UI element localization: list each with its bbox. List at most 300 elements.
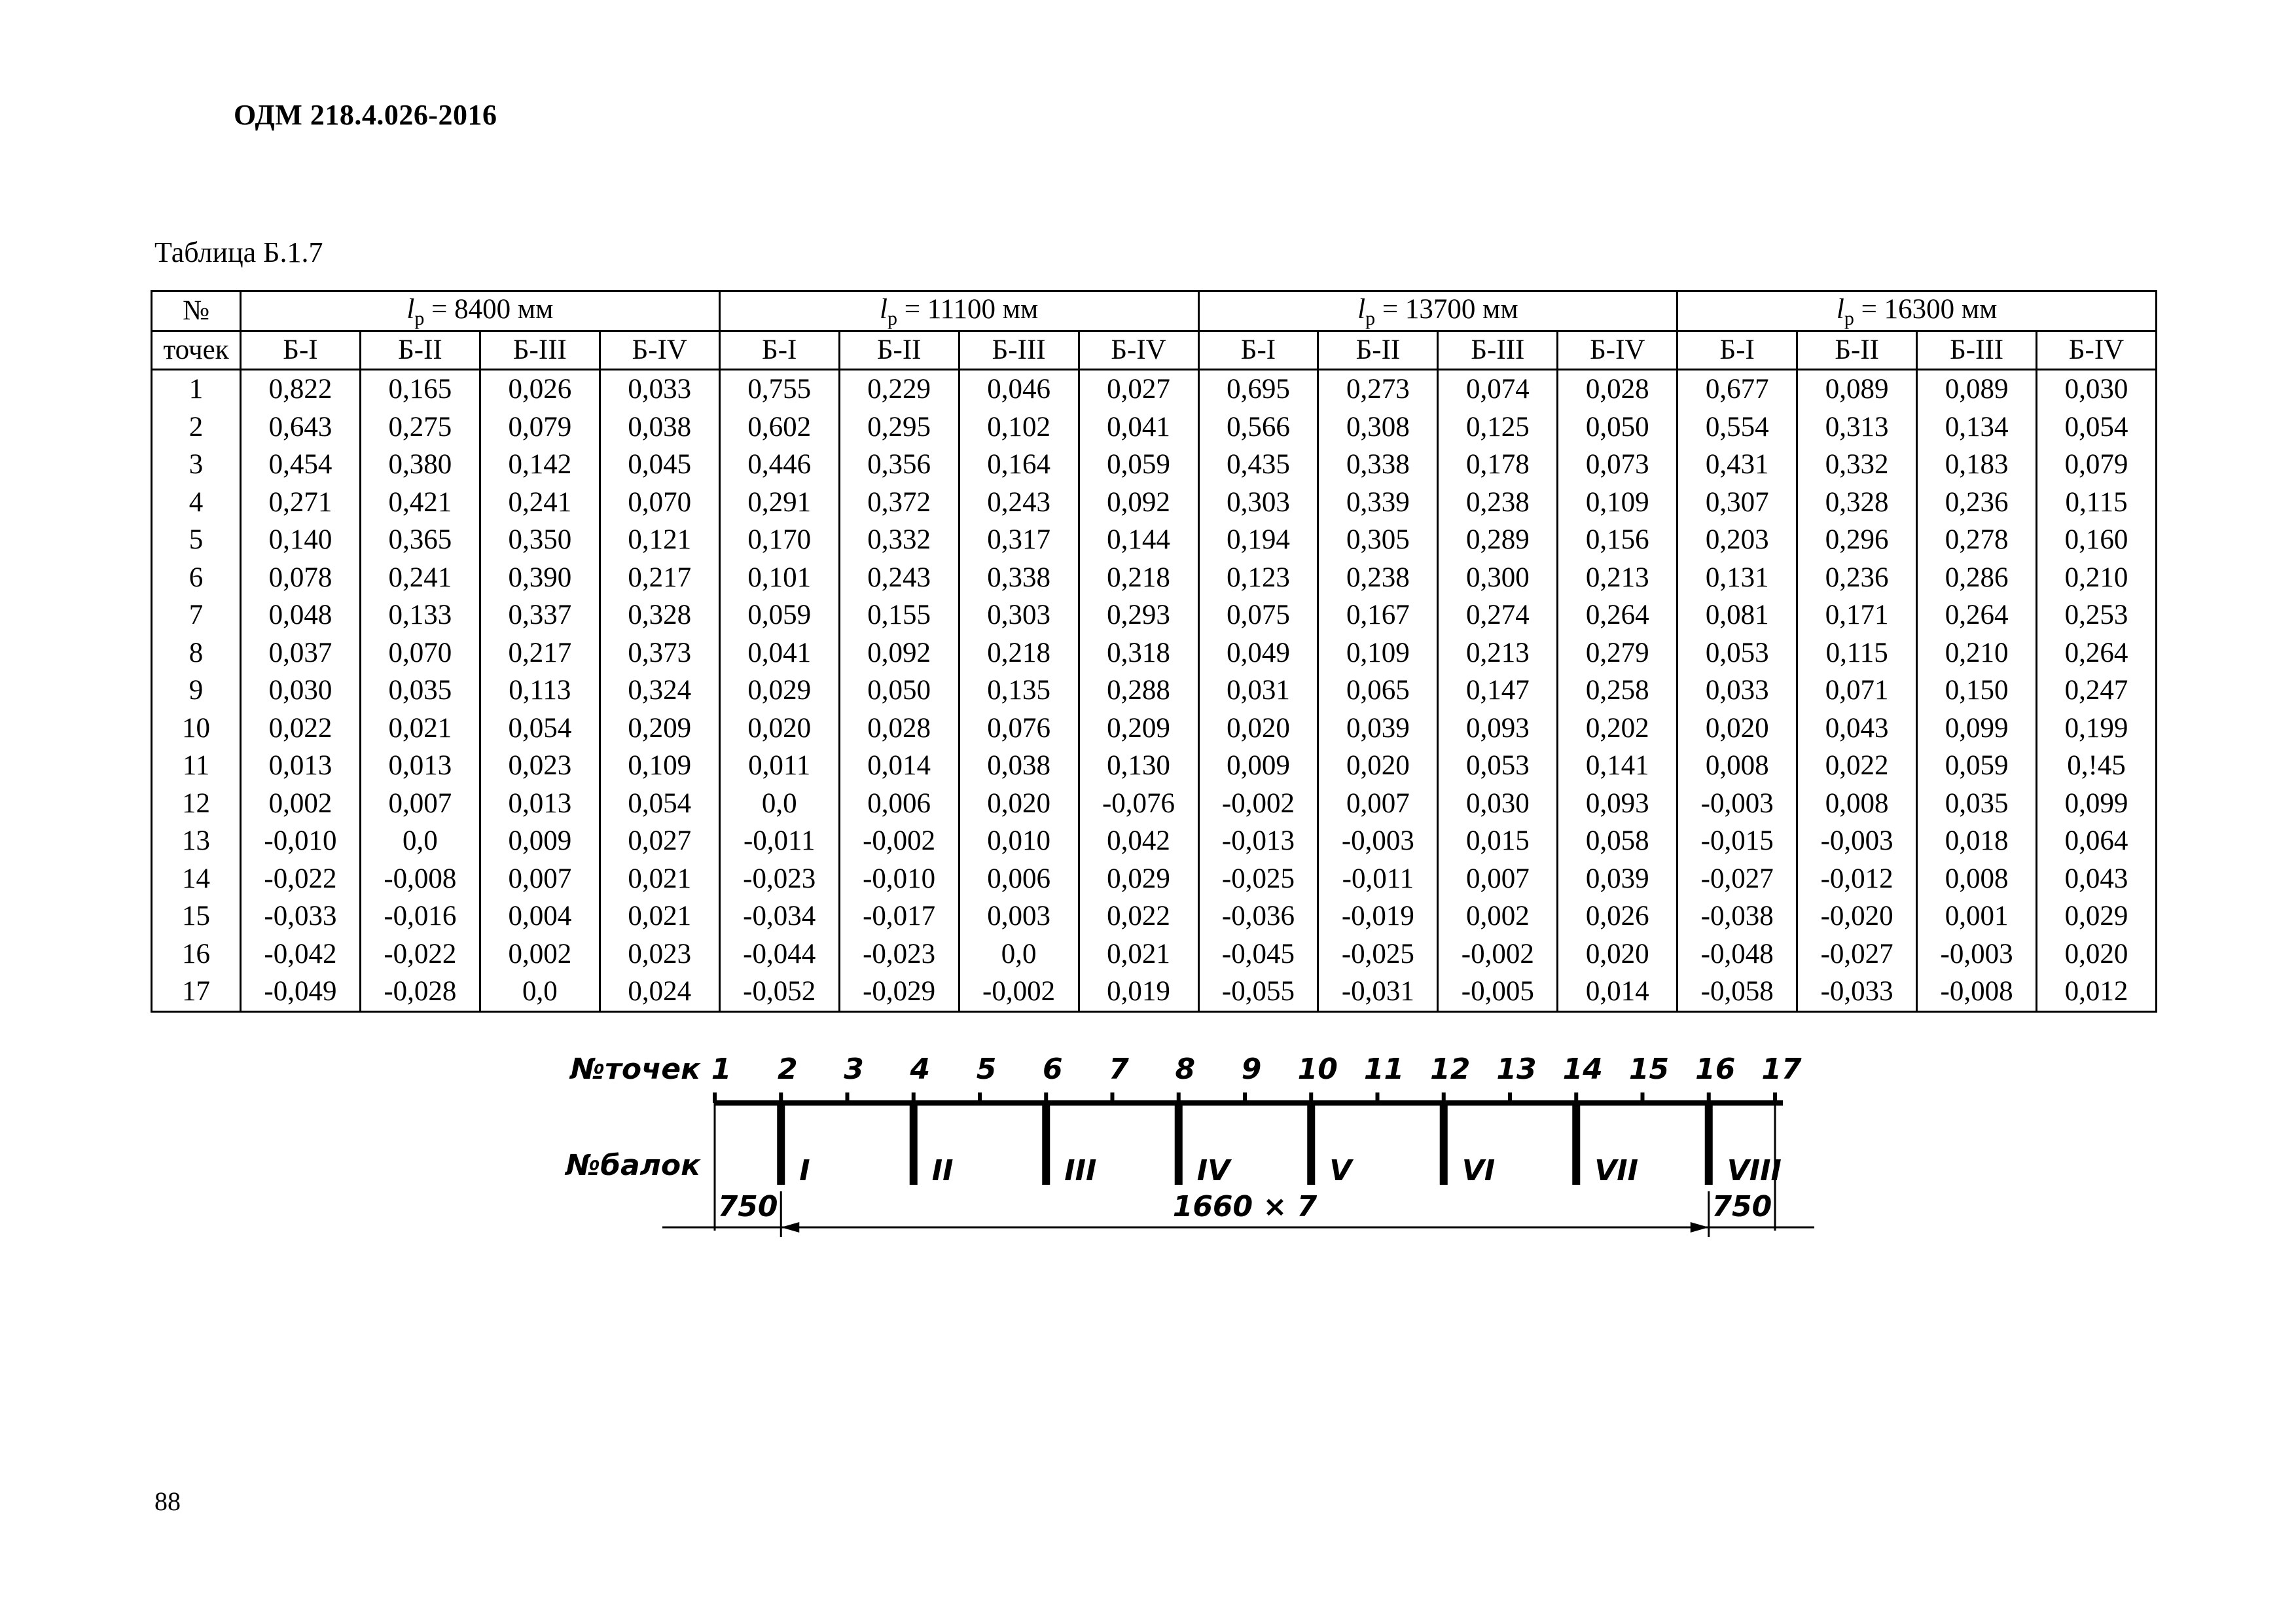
coefficient-cell: 0,075 [1198, 596, 1318, 634]
coefficient-cell: -0,011 [719, 822, 839, 860]
coefficient-cell: 0,029 [719, 672, 839, 710]
coefficient-cell: 0,010 [959, 822, 1079, 860]
point-number-cell: 5 [152, 521, 241, 559]
coefficient-cell: -0,020 [1797, 897, 1917, 935]
coefficient-cell: 0,020 [1318, 747, 1438, 785]
coefficient-cell: 0,338 [959, 559, 1079, 597]
beams-label: №балок [565, 1149, 700, 1182]
coefficient-cell: -0,003 [1917, 935, 2037, 973]
influence-coefficients-table [151, 290, 2157, 1013]
coefficient-cell: 0,144 [1079, 521, 1198, 559]
lp-symbol: l [406, 294, 415, 325]
coefficient-cell: 0,026 [1558, 897, 1677, 935]
coefficient-cell: -0,002 [959, 973, 1079, 1011]
coefficient-cell: 0,015 [1438, 822, 1558, 860]
coefficient-cell: 0,566 [1198, 408, 1318, 446]
coefficient-cell: -0,002 [1198, 785, 1318, 823]
coefficient-cell: 0,011 [719, 747, 839, 785]
beam-subheader: Б-I [1677, 331, 1797, 370]
beam-subheader: Б-IV [600, 331, 719, 370]
point-number-cell: 10 [152, 710, 241, 748]
coefficient-cell: 0,002 [480, 935, 600, 973]
beam [1175, 1103, 1183, 1185]
coefficient-cell: 0,217 [480, 634, 600, 672]
coefficient-cell: 0,038 [959, 747, 1079, 785]
coefficient-cell: 0,147 [1438, 672, 1558, 710]
coefficient-cell: 0,431 [1677, 446, 1797, 484]
coefficient-cell: 0,089 [1917, 370, 2037, 408]
coefficient-cell: 0,092 [839, 634, 959, 672]
point-number: 13 [1496, 1053, 1537, 1086]
coefficient-cell: 0,007 [1438, 860, 1558, 898]
point-number: 8 [1175, 1053, 1196, 1086]
table-row [152, 860, 2157, 898]
coefficient-cell: 0,059 [1079, 446, 1198, 484]
beam-number: V [1329, 1154, 1352, 1187]
coefficient-cell: 0,338 [1318, 446, 1438, 484]
coefficient-cell: -0,008 [1917, 973, 2037, 1011]
beam [1572, 1103, 1580, 1185]
point-number-cell: 12 [152, 785, 241, 823]
document-code: ОДМ 218.4.026-2016 [234, 99, 497, 131]
point-number-cell: 16 [152, 935, 241, 973]
coefficient-cell: -0,023 [719, 860, 839, 898]
coefficient-cell: 0,822 [241, 370, 361, 408]
beam-subheader: Б-I [1198, 331, 1318, 370]
coefficient-cell: 0,050 [1558, 408, 1677, 446]
point-number: 1 [711, 1053, 732, 1086]
coefficient-cell: 0,027 [1079, 370, 1198, 408]
group-header-11100 [719, 291, 1198, 331]
point-number: 5 [976, 1053, 997, 1086]
coefficient-cell: 0,130 [1079, 747, 1198, 785]
coefficient-cell: 0,024 [600, 973, 719, 1011]
coefficient-cell: -0,033 [241, 897, 361, 935]
coefficient-cell: 0,243 [839, 559, 959, 597]
coefficient-cell: 0,356 [839, 446, 959, 484]
coefficient-cell: 0,275 [360, 408, 480, 446]
table-body [152, 370, 2157, 1012]
table-row [152, 408, 2157, 446]
beam-subheader: Б-I [719, 331, 839, 370]
coefficient-cell: 0,217 [600, 559, 719, 597]
point-number-cell: 9 [152, 672, 241, 710]
beam-layout-diagram [563, 1041, 1826, 1263]
coefficient-cell: 0,305 [1318, 521, 1438, 559]
coefficient-cell: 0,029 [1079, 860, 1198, 898]
coefficient-cell: -0,055 [1198, 973, 1318, 1011]
coefficient-cell: 0,218 [959, 634, 1079, 672]
coefficient-cell: 0,317 [959, 521, 1079, 559]
coefficient-cell: 0,093 [1438, 710, 1558, 748]
coefficient-cell: 0,150 [1917, 672, 2037, 710]
coefficient-cell: 0,045 [600, 446, 719, 484]
table-row [152, 822, 2157, 860]
coefficient-cell: 0,014 [1558, 973, 1677, 1011]
coefficient-cell: -0,049 [241, 973, 361, 1011]
coefficient-cell: 0,332 [839, 521, 959, 559]
coefficient-cell: 0,006 [839, 785, 959, 823]
coefficient-cell: 0,030 [1438, 785, 1558, 823]
lp-subscript: р [414, 308, 425, 329]
coefficient-cell: 0,253 [2037, 596, 2157, 634]
coefficient-cell: 0,140 [241, 521, 361, 559]
coefficient-cell: -0,016 [360, 897, 480, 935]
table-caption: Таблица Б.1.7 [154, 236, 323, 268]
coefficient-cell: 0,293 [1079, 596, 1198, 634]
point-number-cell: 3 [152, 446, 241, 484]
coefficient-cell: -0,033 [1797, 973, 1917, 1011]
beam-subheader: Б-II [1797, 331, 1917, 370]
coefficient-cell: 0,059 [719, 596, 839, 634]
coefficient-cell: 0,695 [1198, 370, 1318, 408]
coefficient-cell: 0,018 [1917, 822, 2037, 860]
coefficient-cell: 0,008 [1917, 860, 2037, 898]
coefficient-cell: 0,041 [719, 634, 839, 672]
coefficient-cell: 0,210 [1917, 634, 2037, 672]
coefficient-cell: 0,318 [1079, 634, 1198, 672]
coefficient-cell: 0,043 [1797, 710, 1917, 748]
coefficient-cell: 0,019 [1079, 973, 1198, 1011]
coefficient-cell: 0,007 [1318, 785, 1438, 823]
coefficient-cell: 0,167 [1318, 596, 1438, 634]
coefficient-cell: 0,156 [1558, 521, 1677, 559]
lp-subscript: р [1844, 308, 1854, 329]
coefficient-cell: 0,238 [1438, 484, 1558, 522]
coefficient-cell: 0,020 [2037, 935, 2157, 973]
table-row [152, 521, 2157, 559]
coefficient-cell: 0,365 [360, 521, 480, 559]
coefficient-cell: 0,213 [1558, 559, 1677, 597]
coefficient-cell: 0,002 [1438, 897, 1558, 935]
coefficient-cell: 0,039 [1318, 710, 1438, 748]
coefficient-cell: 0,113 [480, 672, 600, 710]
coefficient-cell: -0,025 [1318, 935, 1438, 973]
coefficient-cell: 0,099 [1917, 710, 2037, 748]
coefficient-cell: 0,038 [600, 408, 719, 446]
coefficient-cell: 0,160 [2037, 521, 2157, 559]
beam-number: VII [1594, 1154, 1639, 1187]
coefficient-cell: 0,093 [1558, 785, 1677, 823]
coefficient-cell: 0,009 [1198, 747, 1318, 785]
coefficient-cell: 0,247 [2037, 672, 2157, 710]
dimension-left: 750 [717, 1190, 778, 1223]
table-row [152, 710, 2157, 748]
coefficient-cell: 0,008 [1797, 785, 1917, 823]
lp-value: = 16300 мм [1854, 294, 1998, 325]
coefficient-cell: 0,099 [2037, 785, 2157, 823]
coefficient-cell: 0,209 [600, 710, 719, 748]
coefficient-cell: 0,165 [360, 370, 480, 408]
coefficient-cell: 0,079 [2037, 446, 2157, 484]
point-number-header-2: точек [152, 331, 241, 370]
coefficient-cell: 0,677 [1677, 370, 1797, 408]
coefficient-cell: 0,008 [1677, 747, 1797, 785]
coefficient-cell: -0,028 [360, 973, 480, 1011]
beam-subheader: Б-II [839, 331, 959, 370]
point-number: 15 [1628, 1053, 1670, 1086]
coefficient-cell: 0,115 [1797, 634, 1917, 672]
lp-subscript: р [1365, 308, 1376, 329]
coefficient-cell: 0,070 [360, 634, 480, 672]
coefficient-cell: -0,031 [1318, 973, 1438, 1011]
point-number-header: № [152, 291, 241, 331]
coefficient-cell: 0,303 [959, 596, 1079, 634]
dimension-middle: 1660 × 7 [1172, 1190, 1318, 1223]
coefficient-cell: 0,300 [1438, 559, 1558, 597]
coefficient-cell: 0,123 [1198, 559, 1318, 597]
beam [1042, 1103, 1050, 1185]
coefficient-cell: 0,102 [959, 408, 1079, 446]
coefficient-cell: -0,003 [1677, 785, 1797, 823]
coefficient-cell: 0,0 [959, 935, 1079, 973]
coefficient-cell: 0,337 [480, 596, 600, 634]
dimension-arrow [1691, 1222, 1709, 1233]
coefficient-cell: 0,035 [1917, 785, 2037, 823]
coefficient-cell: 0,109 [1318, 634, 1438, 672]
point-number: 16 [1695, 1053, 1736, 1086]
coefficient-cell: -0,023 [839, 935, 959, 973]
point-number: 2 [777, 1053, 798, 1086]
coefficient-cell: 0,170 [719, 521, 839, 559]
point-number: 17 [1761, 1053, 1802, 1086]
coefficient-cell: 0,001 [1917, 897, 2037, 935]
lp-symbol: l [1836, 294, 1844, 325]
point-number-cell: 6 [152, 559, 241, 597]
beam-number: I [799, 1154, 810, 1187]
point-number-cell: 7 [152, 596, 241, 634]
coefficient-cell: -0,010 [839, 860, 959, 898]
coefficient-cell: -0,022 [360, 935, 480, 973]
coefficient-cell: 0,164 [959, 446, 1079, 484]
coefficient-cell: 0,373 [600, 634, 719, 672]
coefficient-cell: 0,109 [600, 747, 719, 785]
table-row [152, 596, 2157, 634]
coefficient-cell: 0,446 [719, 446, 839, 484]
table-row [152, 559, 2157, 597]
beam [1705, 1103, 1713, 1185]
coefficient-cell: 0,020 [959, 785, 1079, 823]
coefficient-cell: -0,008 [360, 860, 480, 898]
page-number: 88 [154, 1487, 181, 1516]
coefficient-cell: 0,041 [1079, 408, 1198, 446]
coefficient-cell: 0,073 [1558, 446, 1677, 484]
coefficient-cell: 0,031 [1198, 672, 1318, 710]
coefficient-cell: 0,013 [241, 747, 361, 785]
table-row [152, 973, 2157, 1011]
lp-symbol: l [1357, 294, 1366, 325]
coefficient-cell: -0,052 [719, 973, 839, 1011]
coefficient-cell: 0,279 [1558, 634, 1677, 672]
coefficient-cell: -0,027 [1677, 860, 1797, 898]
coefficient-cell: -0,076 [1079, 785, 1198, 823]
table-row [152, 370, 2157, 408]
coefficient-cell: -0,002 [839, 822, 959, 860]
point-number-cell: 8 [152, 634, 241, 672]
coefficient-cell: 0,264 [1917, 596, 2037, 634]
coefficient-cell: 0,037 [241, 634, 361, 672]
point-number-cell: 17 [152, 973, 241, 1011]
coefficient-cell: 0,065 [1318, 672, 1438, 710]
coefficient-cell: 0,071 [1797, 672, 1917, 710]
beam [1307, 1103, 1315, 1185]
coefficient-cell: 0,013 [480, 785, 600, 823]
coefficient-cell: 0,435 [1198, 446, 1318, 484]
coefficient-cell: 0,076 [959, 710, 1079, 748]
coefficient-cell: 0,!45 [2037, 747, 2157, 785]
coefficient-cell: 0,380 [360, 446, 480, 484]
point-number: 7 [1109, 1053, 1129, 1086]
coefficient-cell: 0,007 [360, 785, 480, 823]
coefficient-cell: 0,054 [600, 785, 719, 823]
coefficient-cell: 0,134 [1917, 408, 2037, 446]
coefficient-cell: -0,003 [1797, 822, 1917, 860]
coefficient-cell: 0,421 [360, 484, 480, 522]
point-number: 10 [1297, 1053, 1338, 1086]
beam-subheader: Б-III [1438, 331, 1558, 370]
coefficient-cell: 0,028 [839, 710, 959, 748]
coefficient-cell: 0,332 [1797, 446, 1917, 484]
coefficient-cell: 0,271 [241, 484, 361, 522]
point-number-cell: 15 [152, 897, 241, 935]
coefficient-cell: 0,296 [1797, 521, 1917, 559]
lp-symbol: l [880, 294, 888, 325]
coefficient-cell: 0,238 [1318, 559, 1438, 597]
coefficient-cell: 0,030 [2037, 370, 2157, 408]
coefficient-cell: 0,142 [480, 446, 600, 484]
coefficient-cell: 0,0 [480, 973, 600, 1011]
coefficient-cell: 0,303 [1198, 484, 1318, 522]
coefficient-cell: 0,022 [241, 710, 361, 748]
coefficient-cell: 0,133 [360, 596, 480, 634]
coefficient-cell: 0,021 [360, 710, 480, 748]
coefficient-cell: 0,026 [480, 370, 600, 408]
coefficient-cell: 0,013 [360, 747, 480, 785]
point-number: 9 [1241, 1053, 1262, 1086]
coefficient-cell: 0,049 [1198, 634, 1318, 672]
coefficient-cell: 0,755 [719, 370, 839, 408]
coefficient-cell: 0,043 [2037, 860, 2157, 898]
coefficient-cell: -0,029 [839, 973, 959, 1011]
coefficient-cell: 0,033 [600, 370, 719, 408]
coefficient-cell: 0,079 [480, 408, 600, 446]
coefficient-cell: 0,289 [1438, 521, 1558, 559]
coefficient-cell: 0,274 [1438, 596, 1558, 634]
coefficient-cell: 0,078 [241, 559, 361, 597]
beam-subheader: Б-IV [1558, 331, 1677, 370]
coefficient-cell: 0,012 [2037, 973, 2157, 1011]
lp-value: = 13700 мм [1375, 294, 1518, 325]
coefficient-cell: 0,324 [600, 672, 719, 710]
coefficient-cell: 0,643 [241, 408, 361, 446]
coefficient-cell: 0,070 [600, 484, 719, 522]
coefficient-cell: 0,028 [1558, 370, 1677, 408]
beam-number: VI [1462, 1154, 1496, 1187]
table-row [152, 672, 2157, 710]
coefficient-cell: 0,307 [1677, 484, 1797, 522]
coefficient-cell: 0,236 [1797, 559, 1917, 597]
coefficient-cell: 0,020 [1677, 710, 1797, 748]
coefficient-cell: -0,010 [241, 822, 361, 860]
beam-number: II [931, 1154, 954, 1187]
coefficient-cell: 0,125 [1438, 408, 1558, 446]
beam [910, 1103, 918, 1185]
point-number: 4 [910, 1053, 931, 1086]
beam-subheader: Б-IV [1079, 331, 1198, 370]
coefficient-cell: 0,0 [719, 785, 839, 823]
coefficient-cell: 0,554 [1677, 408, 1797, 446]
coefficient-cell: 0,286 [1917, 559, 2037, 597]
coefficient-cell: 0,241 [480, 484, 600, 522]
coefficient-cell: -0,003 [1318, 822, 1438, 860]
coefficient-cell: 0,033 [1677, 672, 1797, 710]
coefficient-cell: 0,602 [719, 408, 839, 446]
coefficient-cell: 0,035 [360, 672, 480, 710]
coefficient-cell: 0,053 [1438, 747, 1558, 785]
coefficient-cell: 0,178 [1438, 446, 1558, 484]
points-label: №точек [570, 1053, 700, 1086]
coefficient-cell: 0,454 [241, 446, 361, 484]
coefficient-cell: 0,241 [360, 559, 480, 597]
point-number-cell: 2 [152, 408, 241, 446]
coefficient-cell: 0,039 [1558, 860, 1677, 898]
coefficient-cell: -0,015 [1677, 822, 1797, 860]
group-header-16300 [1677, 291, 2157, 331]
point-number-cell: 14 [152, 860, 241, 898]
group-header-8400 [241, 291, 720, 331]
coefficient-cell: 0,278 [1917, 521, 2037, 559]
point-number: 14 [1562, 1053, 1603, 1086]
coefficient-cell: 0,273 [1318, 370, 1438, 408]
coefficient-cell: 0,020 [719, 710, 839, 748]
point-number: 11 [1363, 1053, 1405, 1086]
coefficient-cell: 0,054 [2037, 408, 2157, 446]
point-number-cell: 4 [152, 484, 241, 522]
beam-subheader: Б-II [1318, 331, 1438, 370]
coefficient-cell: 0,022 [1797, 747, 1917, 785]
coefficient-cell: -0,027 [1797, 935, 1917, 973]
coefficient-cell: 0,020 [1198, 710, 1318, 748]
beam-number: III [1064, 1154, 1097, 1187]
coefficient-cell: 0,115 [2037, 484, 2157, 522]
coefficient-cell: 0,003 [959, 897, 1079, 935]
coefficient-cell: -0,025 [1198, 860, 1318, 898]
coefficient-cell: 0,042 [1079, 822, 1198, 860]
table-row [152, 484, 2157, 522]
coefficient-cell: 0,141 [1558, 747, 1677, 785]
coefficient-cell: 0,074 [1438, 370, 1558, 408]
coefficient-cell: 0,203 [1677, 521, 1797, 559]
coefficient-cell: -0,013 [1198, 822, 1318, 860]
coefficient-cell: 0,101 [719, 559, 839, 597]
coefficient-cell: 0,229 [839, 370, 959, 408]
coefficient-cell: 0,059 [1917, 747, 2037, 785]
coefficient-cell: 0,171 [1797, 596, 1917, 634]
coefficient-cell: -0,058 [1677, 973, 1797, 1011]
coefficient-cell: 0,0 [360, 822, 480, 860]
point-number-cell: 11 [152, 747, 241, 785]
coefficient-cell: 0,308 [1318, 408, 1438, 446]
coefficient-cell: 0,004 [480, 897, 600, 935]
coefficient-cell: 0,372 [839, 484, 959, 522]
coefficient-cell: 0,350 [480, 521, 600, 559]
coefficient-cell: 0,046 [959, 370, 1079, 408]
coefficient-cell: 0,029 [2037, 897, 2157, 935]
coefficient-cell: 0,021 [600, 860, 719, 898]
coefficient-cell: 0,258 [1558, 672, 1677, 710]
coefficient-cell: 0,021 [600, 897, 719, 935]
beam-subheader: Б-II [360, 331, 480, 370]
